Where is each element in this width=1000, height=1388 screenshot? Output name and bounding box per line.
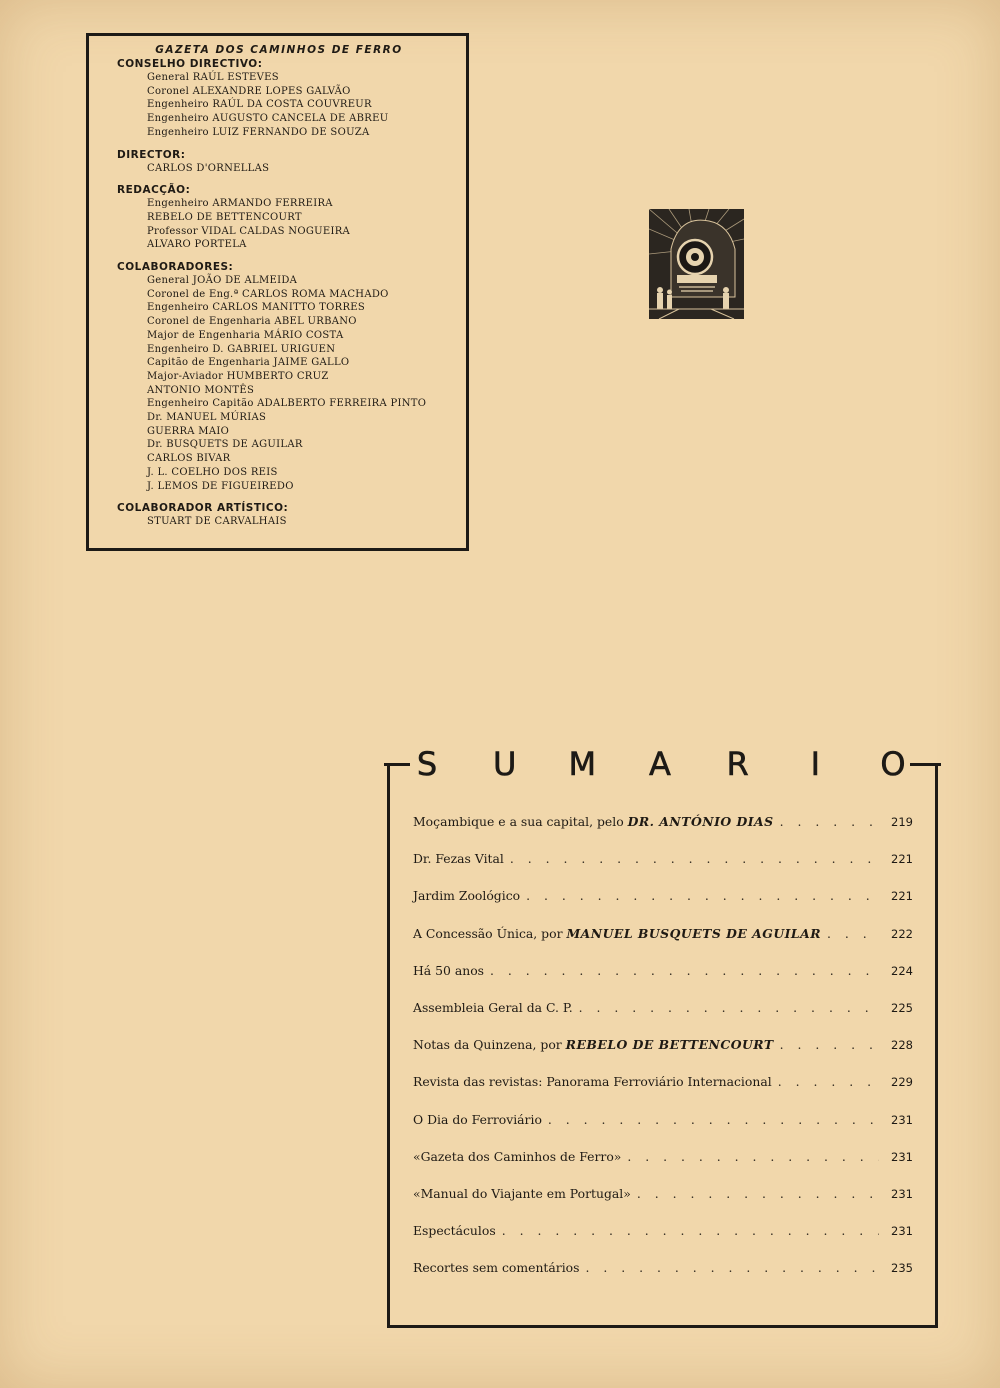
staff-section [89,58,466,140]
staff-section [89,184,466,252]
summary-title-letter: I [798,744,832,784]
section-heading: REDACÇÃO: [117,184,191,197]
staff-name: Dr. MANUEL MÚRIAS [147,412,267,424]
toc-entry-text: A Concessão Única, por [413,925,567,941]
toc-entry [413,926,913,963]
toc-entry-author: MANUEL BUSQUETS DE AGUILAR [566,925,822,941]
toc-entry-author: REBELO DE BETTENCOURT [565,1037,774,1053]
staff-name: Engenheiro LUIZ FERNANDO DE SOUZA [147,126,370,138]
staff-name: Engenheiro CARLOS MANITTO TORRES [147,302,366,314]
masthead-box [86,33,469,551]
toc-entry [413,1037,913,1074]
staff-name: General RAÚL ESTEVES [147,72,279,83]
staff-name: GUERRA MAIO [147,425,230,437]
toc-entry-title [413,888,520,903]
summary-title-letter: A [643,744,677,784]
toc-entry-text: Notas da Quinzena, por [413,1037,566,1053]
toc-page-number: 219 [891,815,913,829]
section-heading: COLABORADORES: [117,261,234,274]
dot-leader [774,814,879,829]
toc-entry-title [413,1149,621,1164]
toc-page-number: 221 [891,889,913,904]
staff-name: Major-Aviador HUMBERTO CRUZ [147,370,329,382]
summary-title-letter: S [410,744,444,784]
toc-entry [413,1186,913,1223]
toc-page-number: 231 [891,1186,913,1201]
toc-entry-title [413,1000,573,1015]
toc-entry-title [413,926,821,941]
dot-leader [631,1186,879,1201]
toc-page-number: 224 [891,963,913,978]
toc-entry-title [413,814,774,829]
toc-entry-text: Revista das revistas: Panorama Ferroviário Internacional [413,1074,772,1090]
toc-entry-title [413,1223,496,1238]
dot-leader [580,1260,879,1275]
toc-page-number: 222 [891,926,913,941]
toc-entry [413,888,913,925]
toc-page-number: 229 [891,1075,913,1090]
toc-page-number: 231 [891,1149,913,1164]
toc-entry-title [413,1037,774,1052]
toc-entry [413,1149,913,1186]
staff-name: Engenheiro Capitão ADALBERTO FERREIRA PINTO [147,398,427,410]
toc-entry [413,963,913,1000]
summary-title-letter: O [876,744,910,784]
toc-entry-text: «Gazeta dos Caminhos de Ferro» [413,1148,622,1164]
toc-entry-text: Assembleia Geral da C. P. [413,999,573,1015]
summary-title-letter: R [721,744,755,784]
toc-entry [413,814,913,851]
toc-entry-text: Dr. Fezas Vital [413,851,504,867]
staff-section [89,502,466,529]
staff-name: Engenheiro ARMANDO FERREIRA [147,198,333,210]
toc-page-number: 231 [891,1224,913,1239]
dot-leader [504,851,879,866]
section-heading: DIRECTOR: [117,148,186,161]
dot-leader [542,1112,879,1127]
dot-leader [621,1149,879,1164]
publication-title: GAZETA DOS CAMINHOS DE FERRO [155,44,403,56]
toc-entry [413,1074,913,1111]
dot-leader [821,926,879,941]
staff-name: CARLOS D'ORNELLAS [147,162,270,174]
toc-page-number: 235 [891,1261,913,1276]
toc-entry-text: Recortes sem comentários [413,1260,580,1276]
toc-entry-title [413,1074,772,1089]
dot-leader [774,1037,879,1052]
toc-page-number: 228 [891,1038,913,1053]
staff-name: STUART DE CARVALHAIS [147,516,287,528]
name-list [89,515,466,529]
toc-entry-title [413,1260,580,1275]
name-list [89,274,466,493]
staff-name: Professor VIDAL CALDAS NOGUEIRA [147,225,351,237]
dot-leader [496,1223,879,1238]
dot-leader [772,1074,879,1089]
staff-sections [89,58,466,529]
toc-entry-title [413,851,504,866]
staff-name: Dr. BUSQUETS DE AGUILAR [147,439,303,451]
toc-page-number: 231 [891,1112,913,1127]
staff-section [89,261,466,493]
dot-leader [520,888,879,903]
toc-entry-title [413,1112,542,1127]
staff-name: Capitão de Engenharia JAIME GALLO [147,357,350,369]
staff-name: Engenheiro RAÚL DA COSTA COUVREUR [147,99,372,111]
toc-entry [413,1260,913,1297]
dot-leader [484,963,879,978]
section-heading: CONSELHO DIRECTIVO: [117,58,263,70]
staff-name: Major de Engenharia MÁRIO COSTA [147,329,344,341]
toc-page-number: 221 [891,852,913,867]
toc-entry-author: DR. ANTÓNIO DIAS [627,814,774,829]
toc-entry-text: Moçambique e a sua capital, pelo [413,814,628,829]
toc-entry-text: Jardim Zoológico [413,888,521,904]
staff-name: ALVARO PORTELA [147,239,247,251]
staff-name: Engenheiro AUGUSTO CANCELA DE ABREU [147,113,389,125]
name-list [89,162,466,176]
staff-name: General JOÃO DE ALMEIDA [147,275,298,287]
steam-locomotive-icon [649,209,744,319]
staff-name: CARLOS BIVAR [147,453,231,465]
toc-entry [413,1000,913,1037]
toc-entry [413,1223,913,1260]
summary-title-letter: U [488,744,522,784]
toc-entry [413,1112,913,1149]
dot-leader [573,1000,879,1015]
staff-name: J. L. COELHO DOS REIS [147,466,278,478]
toc-entry [413,851,913,888]
staff-name: ANTONIO MONTÊS [147,384,255,396]
staff-section [89,149,466,176]
staff-name: REBELO DE BETTENCOURT [147,211,302,223]
summary-title-letter: M [565,744,599,784]
staff-name: Coronel de Engenharia ABEL URBANO [147,316,357,328]
section-heading: COLABORADOR ARTÍSTICO: [117,502,289,515]
table-of-contents [413,814,913,1297]
toc-entry-text: O Dia do Ferroviário [413,1111,542,1127]
staff-name: Coronel ALEXANDRE LOPES GALVÃO [147,85,351,97]
staff-name: J. LEMOS DE FIGUEIREDO [147,480,294,492]
toc-entry-text: Há 50 anos [413,962,485,978]
toc-page-number: 225 [891,1000,913,1015]
name-list [89,71,466,140]
toc-entry-title [413,1186,631,1201]
toc-entry-title [413,963,484,978]
toc-entry-text: «Manual do Viajante em Portugal» [413,1185,631,1201]
name-list [89,197,466,252]
staff-name: Coronel de Eng.ª CARLOS ROMA MACHADO [147,288,389,300]
staff-name: Engenheiro D. GABRIEL URIGUEN [147,343,336,355]
toc-entry-text: Espectáculos [413,1223,496,1239]
